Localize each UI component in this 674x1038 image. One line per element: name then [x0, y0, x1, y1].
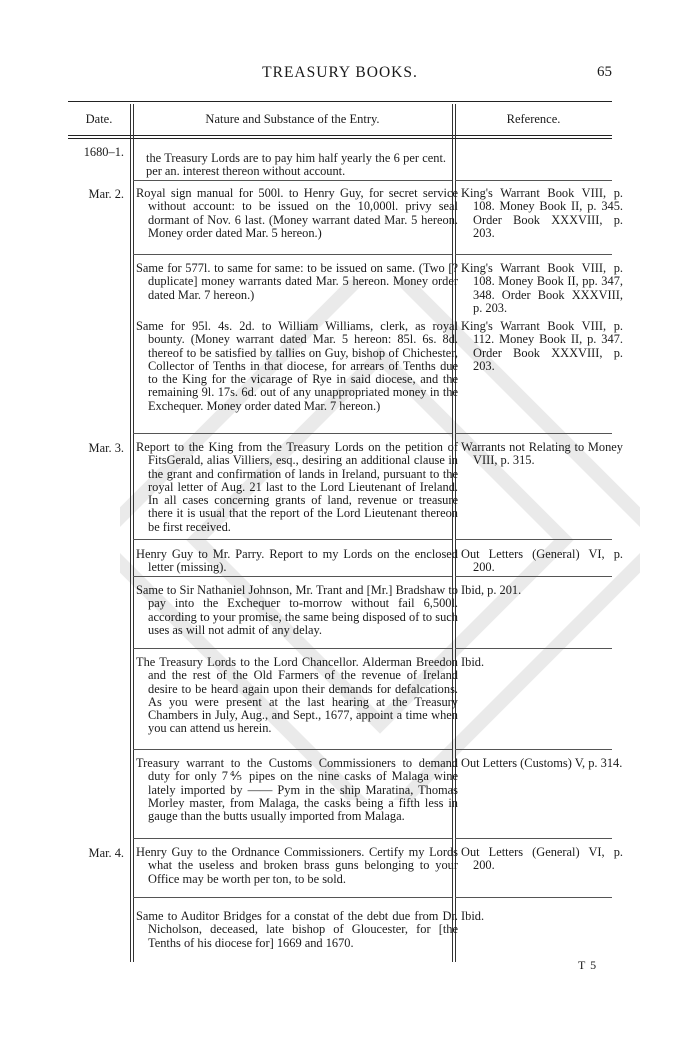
entry-text: Henry Guy to Mr. Parry. Report to my Lords on the enclosed letter (missing). [136, 547, 458, 575]
entry-reference: Ibid. [461, 655, 485, 669]
reference-separator [455, 433, 612, 434]
entry-separator [133, 254, 452, 255]
entry-reference: King's Warrant Book VIII, p. 108. Money Book II, p. 345. Order Book XXXVIII, p. 203. [461, 186, 623, 240]
page-title: TREASURY BOOKS. [262, 64, 418, 81]
entry-text: Same for 95l. 4s. 2d. to William Williams, clerk, as royal bounty. (Money warrant dated Mar. 5 hereon: 85l. 6s. 8d. thereof to be satisfied by tallies on Guy, bishop of Chichester, Collector of Tenths in that diocese, for arrears of Tenths due to the King for the vicarage of Rye in said diocese, and the remaining 9l. 17s. 6d. out of any unappropriated money in the Exchequer. Money order dated Mar. 7 hereon.) [136, 319, 458, 413]
page-number: 65 [597, 64, 612, 80]
column-header-reference: Reference. [506, 112, 561, 126]
entry-text: The Treasury Lords to the Lord Chancellor. Alderman Breedon and the rest of the Old Farmers of the revenue of Ireland desire to be heard again upon their demands for defalcations. As you were present at the last hearing at the Treasury Chambers in July, Aug., and Sept., 1677, appoint a time when you can attend us herein. [136, 655, 458, 736]
entry-separator [133, 897, 452, 898]
entry-text: Royal sign manual for 500l. to Henry Guy, for secret service without account: to be issued on the 10,000l. privy seal dormant of Nov. 6 last. (Money warrant dated Mar. 5 hereon. Money order dated Mar. 5 hereon.) [136, 186, 458, 240]
reference-separator [455, 180, 612, 181]
column-header-nature: Nature and Substance of the Entry. [205, 112, 380, 126]
running-head [68, 64, 612, 86]
entry-text: Same to Sir Nathaniel Johnson, Mr. Trant and [Mr.] Bradshaw to pay into the Exchequer to-morrow without fail 6,500l. according to your promise, the same being disposed of to such uses as will not admit of any delay. [136, 583, 458, 637]
entry-date: Mar. 3. [88, 441, 124, 455]
column-divider-left-double [133, 104, 134, 962]
entry-reference: Out Letters (Customs) V, p. 314. [461, 756, 623, 770]
entry-separator [133, 180, 452, 181]
reference-separator [455, 539, 612, 540]
entry-reference: Ibid. [461, 909, 485, 923]
reference-separator [455, 576, 612, 577]
entry-reference: King's Warrant Book VIII, p. 108. Money Book II, pp. 347, 348. Order Book XXXVIII, p. 203. [461, 261, 623, 315]
column-divider-left [130, 104, 131, 962]
reference-separator [455, 254, 612, 255]
entry-text: Same to Auditor Bridges for a constat of the debt due from Dr. Nicholson, deceased, late bishop of Gloucester, for [the Tenths of his diocese for] 1669 and 1670. [136, 909, 458, 950]
entry-date: Mar. 4. [88, 846, 124, 860]
entry-reference: Out Letters (General) VI, p. 200. [461, 845, 623, 873]
entry-separator [133, 648, 452, 649]
entry-reference: Warrants not Relating to Money VIII, p. 315. [461, 440, 623, 468]
reference-separator [455, 838, 612, 839]
reference-separator [455, 749, 612, 750]
header-rule-bottom-double [68, 138, 612, 139]
entry-text: Report to the King from the Treasury Lords on the petition of FitsGerald, alias Villiers, esq., desiring an additional clause in the grant and confirmation of lands in Ireland, pursuant to the royal letter of Aug. 21 last to the Lord Lieutenant of Ireland. In all cases concerning grants of land, revenue or treasure there it is usual that the report of the Lord Lieutenant thereon be first received. [136, 440, 458, 534]
entry-date: Mar. 2. [88, 187, 124, 201]
column-header-date: Date. [85, 112, 113, 126]
entry-separator [133, 576, 452, 577]
entry-text: Same for 577l. to same for same: to be issued on same. (Two [? duplicate] money warrants dated Mar. 5 hereon. Money order dated Mar. 7 hereon.) [136, 261, 458, 302]
entry-text: the Treasury Lords are to pay him half yearly the 6 per cent. per an. interest thereon without account. [146, 151, 446, 179]
entry-separator [133, 433, 452, 434]
entry-separator [133, 749, 452, 750]
reference-separator [455, 897, 612, 898]
signature-mark: T 5 [578, 958, 598, 972]
entry-text: Henry Guy to the Ordnance Commissioners. Certify my Lords what the useless and broken brass guns belonging to your Office may be worth per ton, to be sold. [136, 845, 458, 886]
header-rule-top [68, 101, 612, 102]
entry-separator [133, 838, 452, 839]
entry-separator [133, 539, 452, 540]
header-rule-bottom [68, 135, 612, 136]
entry-reference: Out Letters (General) VI, p. 200. [461, 547, 623, 575]
entry-date: 1680–1. [83, 145, 124, 159]
entry-reference: Ibid, p. 201. [461, 583, 522, 597]
entry-text: Treasury warrant to the Customs Commissioners to demand duty for only 7⅘ pipes on the nine casks of Malaga wine lately imported by —— Pym in the ship Maratina, Thomas Morley master, from Malaga, the casks being a fifth less in gauge than the butts usually imported from Malaga. [136, 756, 458, 824]
reference-separator [455, 648, 612, 649]
entry-reference: King's Warrant Book VIII, p. 112. Money Book II, p. 347. Order Book XXXVIII, p. 203. [461, 319, 623, 373]
